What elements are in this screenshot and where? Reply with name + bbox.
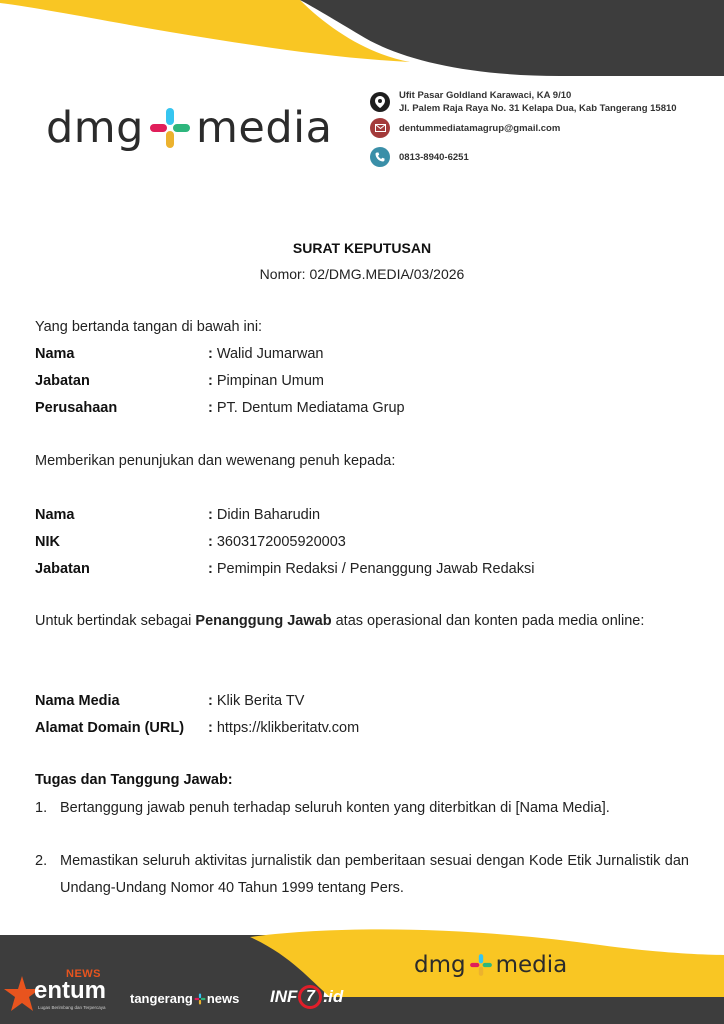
purpose-bold: Penanggung Jawab [195, 613, 332, 629]
logo-text-left: dmg [46, 103, 144, 153]
mail-icon [370, 118, 390, 138]
appointee-position-value: : Pemimpin Redaksi / Penanggung Jawab Redaksi [208, 561, 535, 577]
phone-icon [370, 147, 390, 167]
dentum-name: entum [34, 977, 106, 1004]
signer-name-value: : Walid Jumarwan [208, 346, 324, 362]
duty-number: 2. [35, 853, 48, 869]
signer-company-label: Perusahaan [35, 400, 118, 416]
appointee-name-label: Nama [35, 507, 75, 523]
media-url-value: : https://klikberitatv.com [208, 720, 360, 736]
duty-number: 1. [35, 800, 48, 816]
document-title: SURAT KEPUTUSAN [292, 240, 432, 256]
header-decoration [0, 0, 724, 80]
tangerang-news-logo [130, 991, 239, 1006]
dentum-news-label: NEWS [66, 968, 101, 980]
tangerang-news-text: news [206, 991, 240, 1006]
contact-address [370, 89, 677, 115]
duty-item [35, 795, 689, 822]
info7-number: 7 [298, 985, 322, 1009]
info7-domain: .id [323, 987, 344, 1006]
appointee-name-value: : Didin Baharudin [208, 507, 321, 523]
duties-heading: Tugas dan Tanggung Jawab: [35, 772, 233, 788]
signer-position-value: : Pimpinan Umum [208, 373, 325, 389]
address-line-1: Ufit Pasar Goldland Karawaci, KA 9/10 [399, 90, 572, 101]
footer-logo-mark-icon [469, 953, 493, 977]
duty-text: Bertanggung jawab penuh terhadap seluruh konten yang diterbitkan di [Nama Media]. [60, 800, 610, 816]
company-logo [46, 103, 332, 153]
footer-logo-text-right: media [495, 952, 568, 978]
logo-mark-icon [148, 106, 192, 150]
signer-name-label: Nama [35, 346, 75, 362]
document-number: Nomor: 02/DMG.MEDIA/03/2026 [259, 266, 465, 282]
tangerang-text: tangerang [130, 991, 193, 1006]
contact-email [370, 118, 560, 138]
media-name-label: Nama Media [35, 693, 120, 709]
address-line-2: Jl. Palem Raja Raya No. 31 Kelapa Dua, Kab Tangerang 15810 [399, 103, 677, 114]
dentum-news-logo [4, 968, 122, 1018]
appoint-text: Memberikan penunjukan dan wewenang penuh kepada: [35, 453, 396, 469]
signer-company-value: : PT. Dentum Mediatama Grup [208, 400, 405, 416]
duty-item [35, 848, 689, 902]
signer-position-label: Jabatan [35, 373, 90, 389]
media-url-label: Alamat Domain (URL) [35, 720, 185, 736]
phone-text: 0813-8940-6251 [399, 151, 469, 163]
appointee-nik-label: NIK [35, 534, 60, 550]
info7-text: INF [270, 987, 298, 1006]
intro-text: Yang bertanda tangan di bawah ini: [35, 319, 263, 335]
media-name-value: : Klik Berita TV [208, 693, 305, 709]
footer-logo-text-left: dmg [414, 952, 466, 978]
purpose-text: Untuk bertindak sebagai Penanggung Jawab atas operasional dan konten pada media online: [35, 613, 645, 629]
tangerang-mark-icon [194, 993, 206, 1005]
appointee-nik-value: : 3603172005920003 [208, 534, 346, 550]
duty-text: Memastikan seluruh aktivitas jurnalistik dan pemberitaan sesuai dengan Kode Etik Jurnalistik dan Undang-Undang Nomor 40 Tahun 1999 tentang Pers. [60, 853, 689, 896]
email-text: dentummediatamagrup@gmail.com [399, 122, 561, 134]
dentum-tagline: Lugas Berimbang dan Terpercaya [38, 1005, 106, 1010]
footer-logo [414, 952, 567, 978]
contact-phone [370, 147, 469, 167]
info7-logo [270, 985, 343, 1009]
appointee-position-label: Jabatan [35, 561, 90, 577]
location-pin-icon [370, 92, 390, 112]
logo-text-right: media [195, 103, 333, 153]
